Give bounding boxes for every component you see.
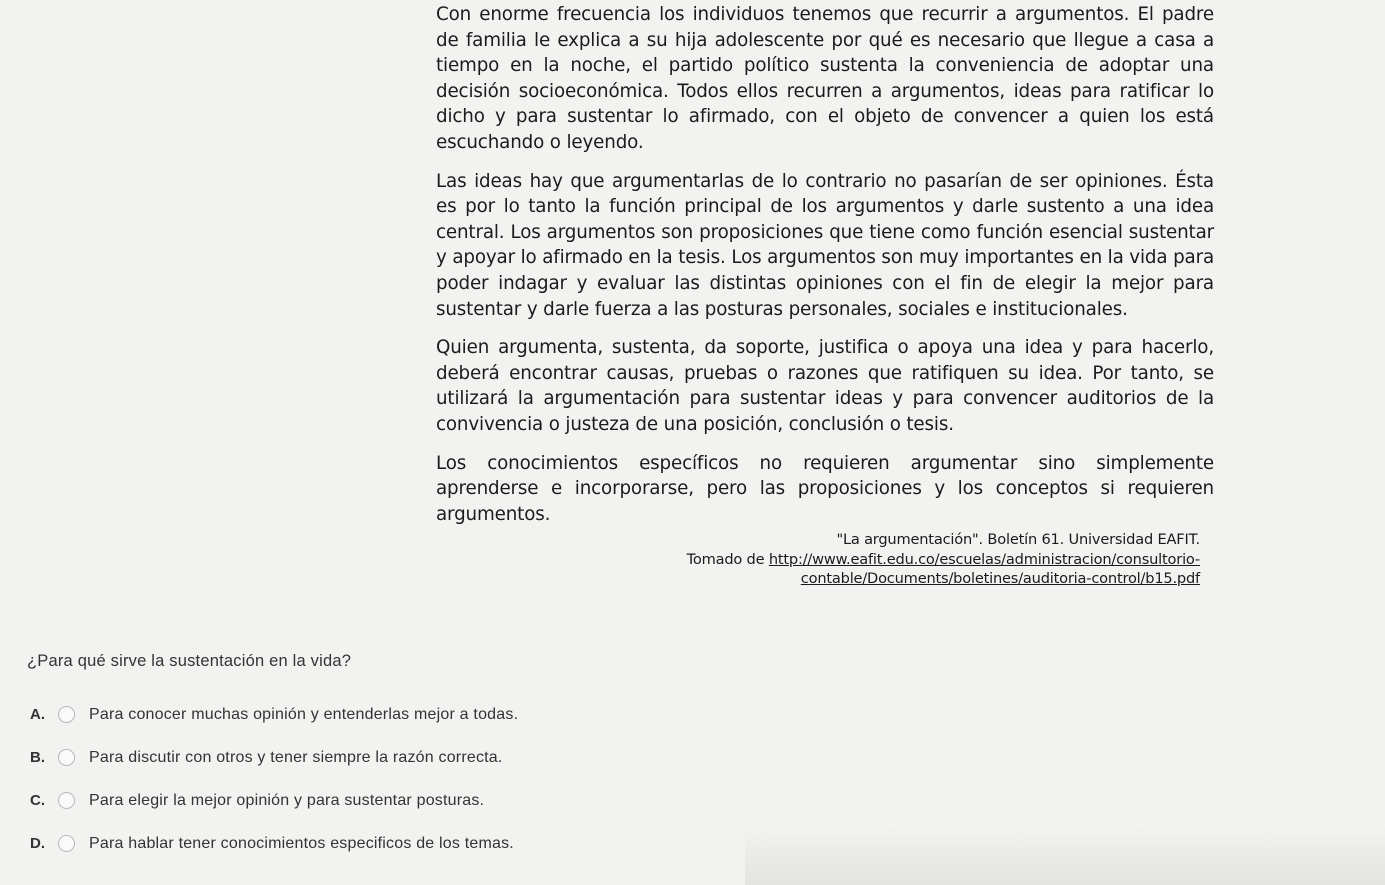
option-d[interactable]: [30, 822, 730, 865]
option-label: Para elegir la mejor opinión y para sustentar posturas.: [89, 791, 485, 809]
option-label: Para discutir con otros y tener siempre la razón correcta.: [89, 748, 503, 766]
radio-button[interactable]: [58, 706, 75, 723]
paragraph-4: Los conocimientos específicos no requieren argumentar sino simplemente aprenderse e incorporarse, pero las proposiciones y los conceptos si requieren argumentos.: [436, 452, 1214, 525]
citation-link-line-1[interactable]: http://www.eafit.edu.co/escuelas/administracion/consultorio-: [768, 550, 1200, 568]
paragraph-2: Las ideas hay que argumentarlas de lo contrario no pasarían de ser opiniones. Ésta es por lo tanto la función principal de los argumentos y darle sustento a una idea central. Los argumentos son proposiciones que tiene como función esencial sustentar y apoyar lo afirmado en la tesis. Los argumentos son muy importantes en la vida para poder indagar y evaluar las distintas opiniones con el fin de elegir la mejor para sustentar y darle fuerza a las posturas personales, sociales e institucionales.: [436, 170, 1214, 320]
paragraph-3: Quien argumenta, sustenta, da soporte, justifica o apoya una idea y para hacerlo, deberá encontrar causas, pruebas o razones que ratifiquen su idea. Por tanto, se utilizará la argumentación para sustentar ideas y para convencer auditorios de la convivencia o justeza de una posición, conclusión o tesis.: [436, 337, 1214, 435]
option-b[interactable]: [30, 736, 730, 779]
option-label: Para conocer muchas opinión y entenderlas mejor a todas.: [89, 705, 519, 723]
question-text: ¿Para qué sirve la sustentación en la vida?: [27, 652, 352, 670]
radio-button[interactable]: [58, 749, 75, 766]
option-letter: B.: [30, 749, 45, 766]
citation-source-continued: [640, 569, 1200, 589]
option-label: Para hablar tener conocimientos especificos de los temas.: [89, 834, 514, 852]
paragraph-1: Con enorme frecuencia los individuos tenemos que recurrir a argumentos. El padre de familia le explica a su hija adolescente por qué es necesario que llegue a casa a tiempo en la noche, el partido político sustenta la conveniencia de adoptar una decisión socioeconómica. Todos ellos recurren a argumentos, ideas para ratificar lo dicho y para sustentar lo afirmado, con el objeto de convencer a quien los está escuchando o leyendo.: [436, 4, 1214, 153]
option-letter: C.: [30, 792, 45, 809]
citation-source: [640, 550, 1200, 570]
screen-shadow: [745, 825, 1385, 885]
option-letter: D.: [30, 835, 45, 852]
answer-options: [30, 693, 730, 865]
citation-prefix: Tomado de: [686, 550, 769, 568]
reading-passage: [436, 2, 1214, 540]
radio-button[interactable]: [58, 792, 75, 809]
citation-link-line-2[interactable]: contable/Documents/boletines/auditoria-control/b15.pdf: [800, 570, 1200, 587]
citation-title: "La argumentación". Boletín 61. Universidad EAFIT.: [836, 531, 1200, 548]
option-letter: A.: [30, 706, 45, 723]
option-c[interactable]: [30, 779, 730, 822]
radio-button[interactable]: [58, 835, 75, 852]
option-a[interactable]: [30, 693, 730, 736]
source-citation: [640, 530, 1200, 589]
